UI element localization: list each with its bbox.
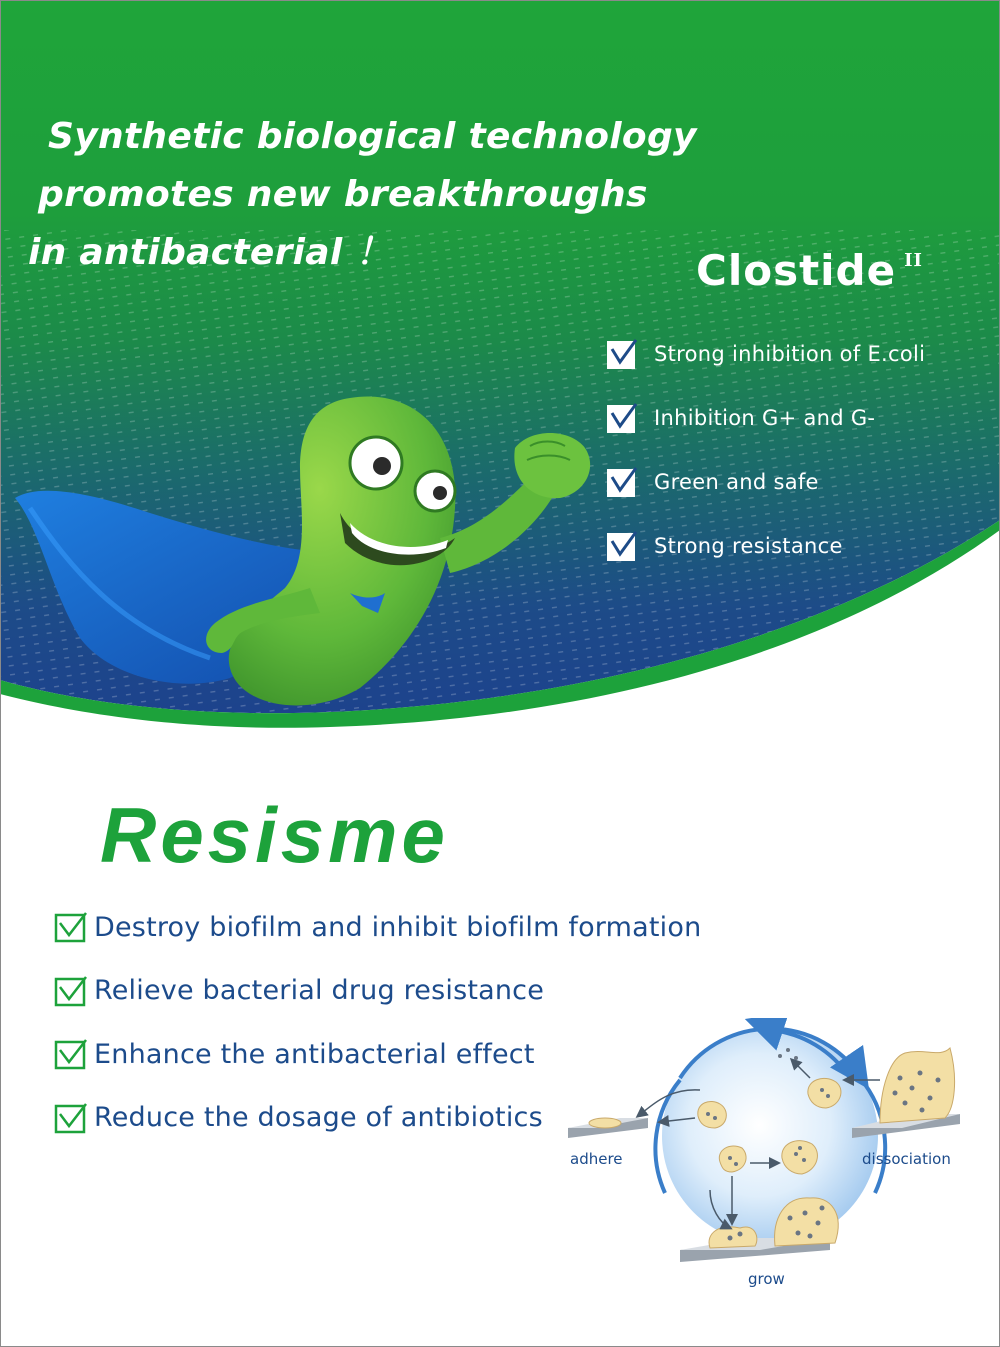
adhere-label: adhere (570, 1150, 623, 1168)
benefit-label: Relieve bacterial drug resistance (94, 975, 545, 1006)
benefit-label: Reduce the dosage of antibiotics (94, 1102, 543, 1133)
feature-item (606, 402, 925, 434)
feature-item (606, 530, 925, 562)
benefit-label: Destroy biofilm and inhibit biofilm formation (94, 911, 702, 943)
product-name (696, 246, 923, 295)
grow-label: grow (748, 1270, 785, 1288)
checkbox-check-icon (54, 911, 88, 943)
checkbox-check-icon (54, 1102, 88, 1134)
product-name-superscript: II (904, 250, 923, 271)
section-title: Resisme (100, 791, 449, 879)
biofilm-cycle-diagram (560, 1018, 980, 1300)
green-bacterium-mascot-icon (10, 388, 600, 718)
dissociation-label: dissociation (862, 1150, 951, 1168)
feature-label: Strong inhibition of E.coli (654, 342, 926, 366)
checkbox-check-icon (54, 1038, 88, 1070)
headline-line-1: Synthetic biological technology (48, 116, 697, 157)
feature-item (606, 466, 925, 498)
feature-list (606, 338, 925, 594)
feature-item (606, 338, 925, 370)
checkbox-check-icon (606, 338, 638, 370)
headline-line-2: promotes new breakthroughs (38, 174, 648, 215)
feature-label: Strong resistance (654, 534, 843, 558)
benefit-label: Enhance the antibacterial effect (94, 1038, 535, 1070)
checkbox-check-icon (54, 975, 88, 1007)
headline (28, 108, 697, 282)
feature-label: Inhibition G+ and G- (654, 406, 876, 430)
benefit-item (54, 971, 701, 1011)
benefit-item (54, 907, 701, 947)
checkbox-check-icon (606, 530, 638, 562)
checkbox-check-icon (606, 402, 638, 434)
headline-line-3: in antibacterial ！ (28, 232, 392, 273)
checkbox-check-icon (606, 466, 638, 498)
product-name-text: Clostide (696, 246, 897, 295)
feature-label: Green and safe (654, 470, 819, 494)
